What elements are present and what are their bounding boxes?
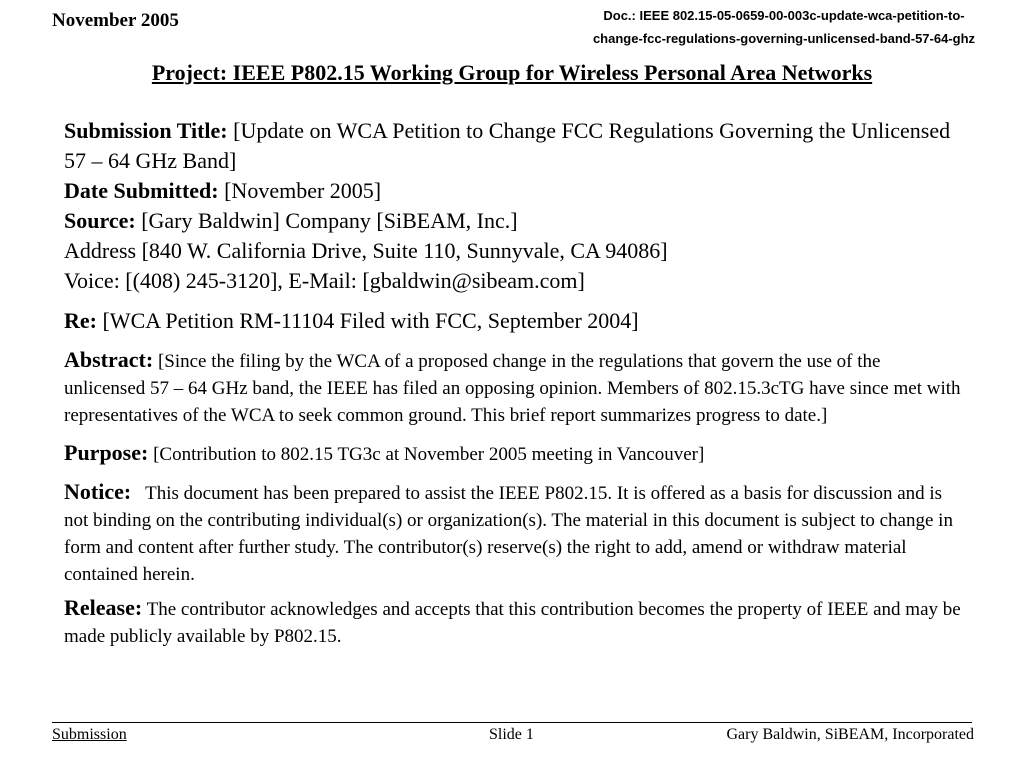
abstract-value: [Since the filing by the WCA of a proposed change in the regulations that govern the use of the unlicensed 57 – 64 GHz band, the IEEE has filed an opposing opinion. Members of 802.15.3cTG have since met with representatives of the WCA to seek common ground. This brief report summarizes progress to date.] [64, 351, 961, 426]
footer-slide-number: Slide 1 [489, 726, 534, 743]
source-value: [Gary Baldwin] Company [SiBEAM, Inc.] [141, 208, 518, 233]
date-submitted-label: Date Submitted: [64, 178, 219, 203]
header-doc-line-1: Doc.: IEEE 802.15-05-0659-00-003c-update-wca-petition-to- [603, 8, 965, 23]
release-value: The contributor acknowledges and accepts that this contribution becomes the property of IEEE and may be made publicly available by P802.15. [64, 599, 961, 647]
abstract [64, 346, 964, 429]
footer-submission: Submission [52, 726, 127, 743]
purpose [64, 439, 964, 468]
source [64, 206, 964, 236]
notice-label: Notice: [64, 479, 132, 504]
header-doc-line-2: change-fcc-regulations-governing-unlicensed-band-57-64-ghz [592, 31, 976, 46]
re-label: Re: [64, 308, 97, 333]
voice-email: Voice: [(408) 245-3120], E-Mail: [gbaldwin@sibeam.com] [64, 268, 585, 293]
notice [64, 478, 964, 588]
re-value: [WCA Petition RM-11104 Filed with FCC, September 2004] [102, 308, 639, 333]
date-submitted [64, 176, 964, 206]
footer-author: Gary Baldwin, SiBEAM, Incorporated [726, 726, 974, 743]
release [64, 594, 964, 650]
abstract-label: Abstract: [64, 347, 154, 372]
slide-body [64, 116, 964, 650]
address: Address [840 W. California Drive, Suite 110, Sunnyvale, CA 94086] [64, 238, 668, 263]
header-doc-id [564, 4, 1004, 50]
release-label: Release: [64, 595, 143, 620]
notice-value: This document has been prepared to assist the IEEE P802.15. It is offered as a basis for discussion and is not binding on the contributing individual(s) or organization(s). The material in this document is subject to change in form and content after further study. The contributor(s) reserve(s) the right to add, amend or withdraw material contained herein. [64, 483, 953, 585]
submission-title-label: Submission Title: [64, 118, 228, 143]
purpose-label: Purpose: [64, 440, 149, 465]
date-submitted-value: [November 2005] [224, 178, 382, 203]
footer-divider [52, 722, 972, 723]
project-title: Project: IEEE P802.15 Working Group for Wireless Personal Area Networks [151, 60, 873, 85]
submission-title-value: [Update on WCA Petition to Change FCC Regulations Governing the Unlicensed 57 – 64 GHz Band] [64, 118, 951, 173]
header-date: November 2005 [52, 10, 179, 31]
source-label: Source: [64, 208, 136, 233]
re [64, 306, 964, 336]
purpose-value: [Contribution to 802.15 TG3c at November 2005 meeting in Vancouver] [153, 444, 705, 465]
submission-title [64, 116, 964, 176]
